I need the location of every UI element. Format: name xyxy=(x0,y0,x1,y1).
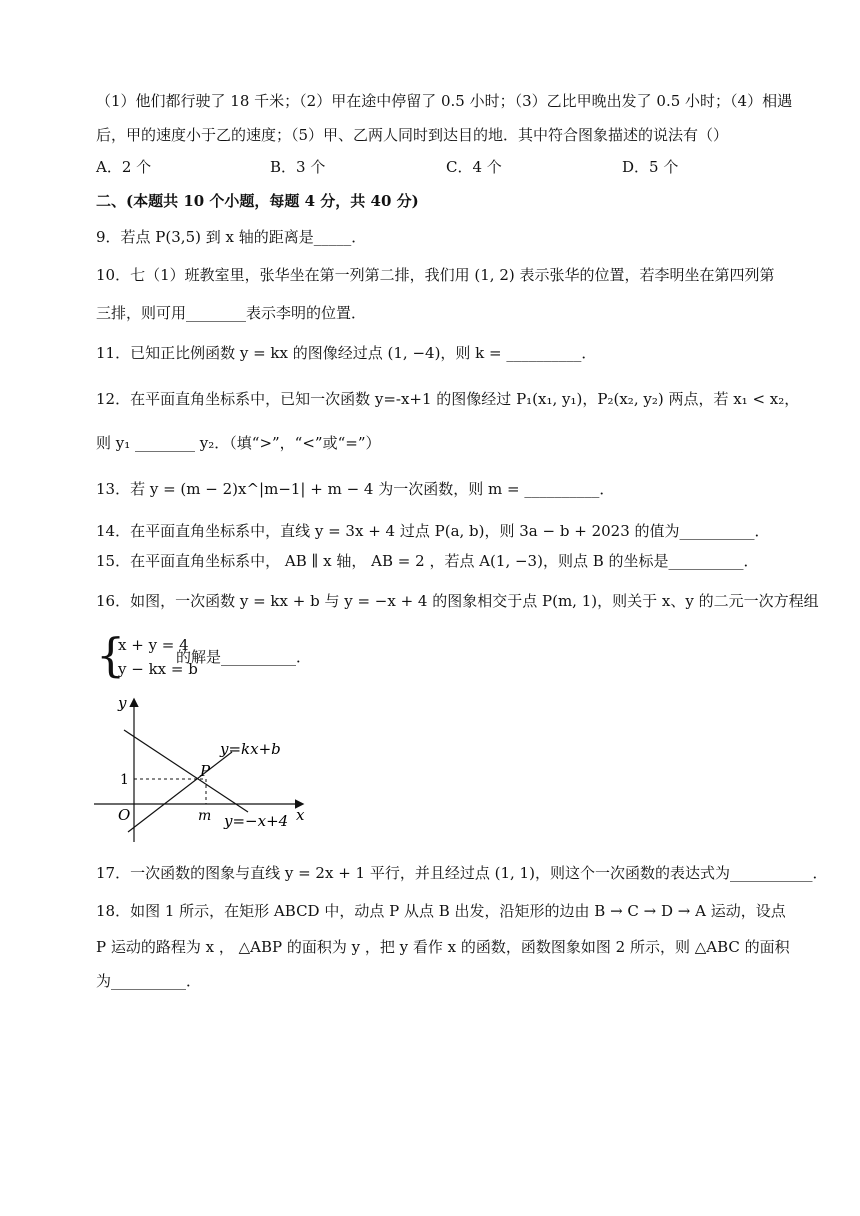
question-12-line1: 12．在平面直角坐标系中，已知一次函数 y=-x+1 的图像经过 P₁(x₁, y₁)，P₂(x₂, y₂) 两点，若 x₁ < x₂， xyxy=(96,390,800,408)
question-14: 14．在平面直角坐标系中，直线 y = 3x + 4 过点 P(a, b)，则 3a − b + 2023 的值为__________． xyxy=(96,522,770,540)
q8-line2: 后，甲的速度小于乙的速度；（5）甲、乙两人同时到达目的地．其中符合图象描述的说法有（） xyxy=(96,126,729,144)
question-16-tail: 的解是__________． xyxy=(176,648,312,666)
q8-line1: （1）他们都行驶了 18 千米；（2）甲在途中停留了 0.5 小时；（3）乙比甲晚出发了 0.5 小时；（4）相遇 xyxy=(96,92,793,110)
question-10-line1: 10．七（1）班教室里，张华坐在第一列第二排，我们用 (1, 2) 表示张华的位置，若李明坐在第四列第 xyxy=(96,266,775,284)
question-16-eq2: y − kx = b xyxy=(118,660,198,678)
line-kx-plus-b xyxy=(128,752,232,832)
question-11: 11．已知正比例函数 y = kx 的图像经过点 (1, −4)，则 k = __________． xyxy=(96,344,597,362)
line-kx-label: y=kx+b xyxy=(220,740,281,758)
question-12-line2: 则 y₁ ________ y₂．（填“>”，“<”或“=”） xyxy=(96,434,381,452)
question-18-line2: P 运动的路程为 x ， △ABP 的面积为 y ，把 y 看作 x 的函数，函数图象如图 2 所示，则 △ABC 的面积 xyxy=(96,938,790,956)
question-15: 15．在平面直角坐标系中， AB ∥ x 轴， AB = 2 ，若点 A(1, −3)，则点 B 的坐标是__________． xyxy=(96,552,759,570)
point-p-label: P xyxy=(200,762,211,780)
option-d: D．5 个 xyxy=(622,158,679,176)
section-heading: 二、(本题共 10 个小题，每题 4 分，共 40 分) xyxy=(96,192,419,210)
y-axis-label: y xyxy=(118,694,127,712)
question-18-line1: 18．如图 1 所示，在矩形 ABCD 中，动点 P 从点 B 出发，沿矩形的边由 B → C → D → A 运动，设点 xyxy=(96,902,786,920)
function-graph xyxy=(88,690,328,850)
origin-label: O xyxy=(118,806,131,824)
question-17: 17．一次函数的图象与直线 y = 2x + 1 平行，并且经过点 (1, 1)，则这个一次函数的表达式为___________． xyxy=(96,864,828,882)
option-a: A．2 个 xyxy=(96,158,152,176)
question-9: 9．若点 P(3,5) 到 x 轴的距离是_____． xyxy=(96,228,367,246)
equation-brace: { xyxy=(96,628,126,682)
question-16-line1: 16．如图，一次函数 y = kx + b 与 y = −x + 4 的图象相交于点 P(m, 1)，则关于 x、y 的二元一次方程组 xyxy=(96,592,819,610)
option-c: C．4 个 xyxy=(446,158,502,176)
m-label: m xyxy=(198,808,212,824)
question-10-line2: 三排，则可用________表示李明的位置． xyxy=(96,304,367,322)
x-axis-label: x xyxy=(296,806,305,824)
option-b: B．3 个 xyxy=(270,158,326,176)
line-neg-label: y=−x+4 xyxy=(224,812,289,830)
y-one-label: 1 xyxy=(120,772,129,788)
question-18-line3: 为__________． xyxy=(96,972,202,990)
question-16-eq1: x + y = 4 xyxy=(118,636,189,654)
question-13: 13．若 y = (m − 2)x^|m−1| + m − 4 为一次函数，则 m = __________． xyxy=(96,480,615,498)
